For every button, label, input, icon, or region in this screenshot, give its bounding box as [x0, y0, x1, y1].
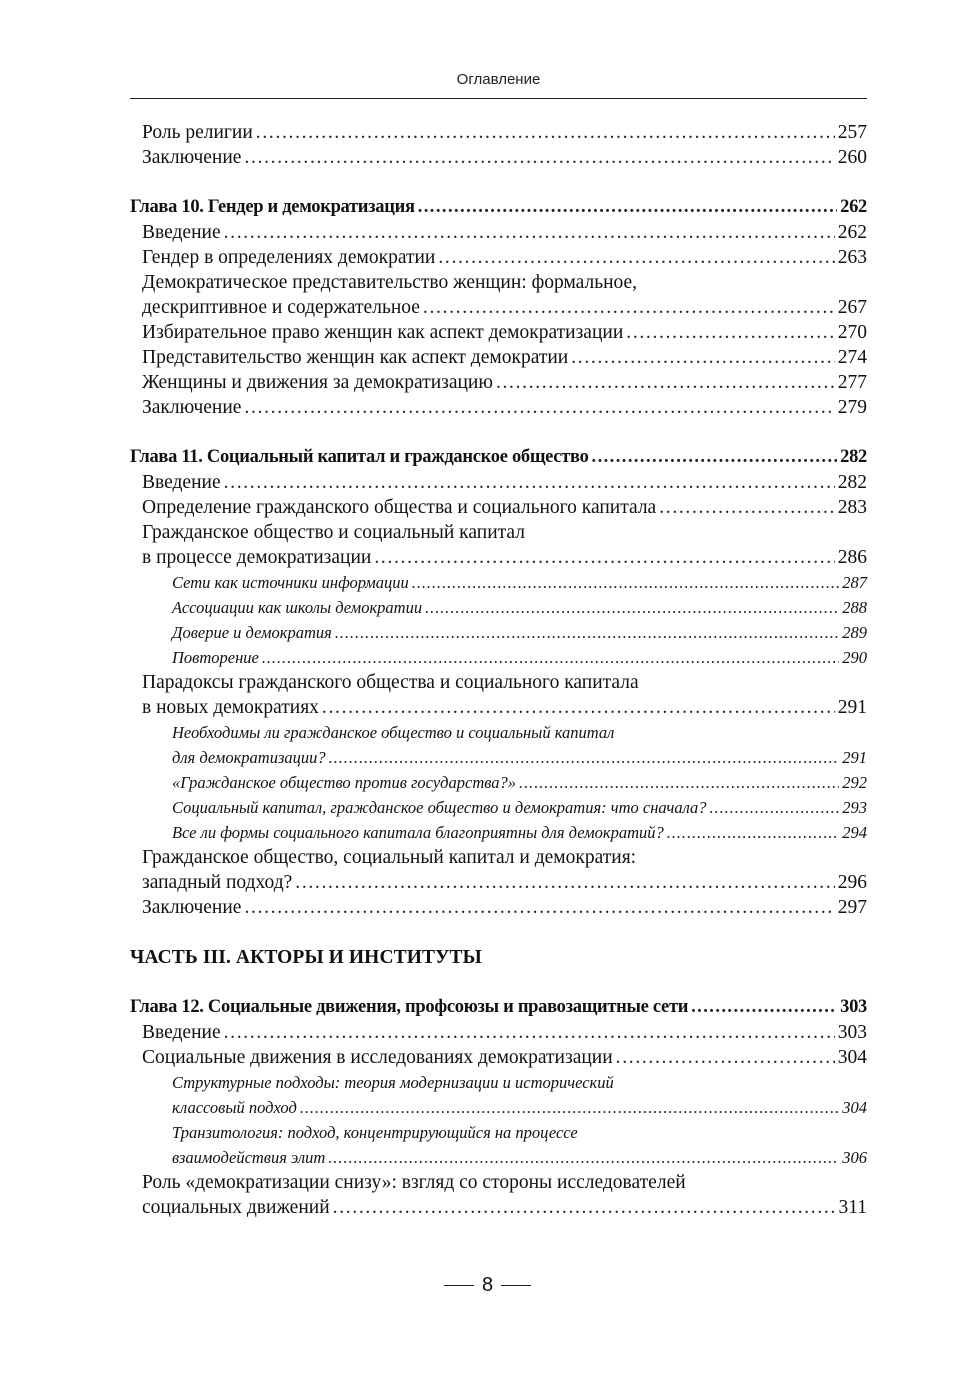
toc-entry-title: Роль религии	[142, 122, 253, 143]
toc-page-number: 260	[837, 147, 867, 168]
toc-entry-title: Глава 11. Социальный капитал и гражданское общество	[130, 447, 589, 467]
toc-entry-title: Избирательное право женщин как аспект демократизации	[142, 322, 624, 343]
toc-leader-dots	[244, 145, 834, 170]
toc-entry-title: Женщины и движения за демократизацию	[142, 372, 493, 393]
toc-page-number: 257	[837, 122, 867, 143]
toc-spacer	[130, 970, 867, 995]
toc-page-number: 311	[838, 1197, 867, 1218]
toc-entry-title: Парадоксы гражданского общества и социального капитала	[142, 672, 639, 693]
toc-entry-title: Глава 10. Гендер и демократизация	[130, 197, 415, 217]
toc-subsection-entry[interactable]	[130, 770, 867, 795]
toc-leader-dots	[438, 245, 834, 270]
toc-page-number: 274	[837, 347, 867, 368]
toc-section-entry[interactable]	[130, 1020, 867, 1045]
toc-chapter-entry[interactable]	[130, 995, 867, 1020]
toc-page-number: 304	[842, 1098, 867, 1117]
toc-page-number: 291	[837, 697, 867, 718]
toc-leader-dots	[709, 795, 839, 820]
toc-spacer	[130, 920, 867, 945]
footer-dash-right	[501, 1285, 531, 1286]
header-rule	[130, 98, 867, 99]
toc-entry-title: Социальные движения в исследованиях демократизации	[142, 1047, 613, 1068]
toc-page-number: 291	[842, 748, 867, 767]
toc-section-entry[interactable]	[130, 1170, 867, 1195]
toc-leader-dots	[224, 470, 835, 495]
toc-leader-dots	[626, 320, 834, 345]
toc-entry-title: социальных движений	[142, 1197, 330, 1218]
toc-page-number: 303	[840, 997, 867, 1017]
toc-page-number: 288	[842, 598, 867, 617]
toc-entry-title: взаимодействия элит	[172, 1148, 326, 1167]
toc-subsection-entry[interactable]	[130, 645, 867, 670]
toc-page-number: 262	[837, 222, 867, 243]
toc-section-entry[interactable]	[130, 370, 867, 395]
toc-section-entry[interactable]	[130, 120, 867, 145]
toc-leader-dots	[616, 1045, 835, 1070]
toc-entry-title: Гражданское общество, социальный капитал и демократия:	[142, 847, 637, 868]
page-number-footer	[0, 1274, 975, 1297]
toc-leader-dots	[519, 770, 839, 795]
toc-entry-title: Сети как источники информации	[172, 573, 409, 592]
toc-chapter-entry[interactable]	[130, 195, 867, 220]
toc-leader-dots	[691, 995, 837, 1020]
toc-leader-dots	[592, 445, 838, 470]
toc-entry-title: классовый подход	[172, 1098, 297, 1117]
toc-section-entry[interactable]	[130, 845, 867, 870]
table-of-contents	[130, 120, 867, 1220]
toc-section-entry[interactable]	[130, 295, 867, 320]
toc-subsection-entry[interactable]	[130, 745, 867, 770]
toc-section-entry[interactable]	[130, 545, 867, 570]
toc-entry-title: Заключение	[142, 397, 242, 418]
toc-leader-dots	[244, 895, 834, 920]
toc-leader-dots	[224, 1020, 835, 1045]
toc-page-number: 263	[837, 247, 867, 268]
toc-leader-dots	[412, 570, 839, 595]
toc-entry-title: Введение	[142, 222, 221, 243]
toc-entry-title: Глава 12. Социальные движения, профсоюзы и правозащитные сети	[130, 997, 689, 1017]
toc-section-entry[interactable]	[130, 695, 867, 720]
toc-entry-title: в новых демократиях	[142, 697, 319, 718]
toc-page-number: 290	[842, 648, 867, 667]
toc-section-entry[interactable]	[130, 345, 867, 370]
toc-subsection-entry[interactable]	[130, 795, 867, 820]
toc-chapter-entry[interactable]	[130, 445, 867, 470]
toc-leader-dots	[300, 1095, 839, 1120]
toc-page-number: 294	[842, 823, 867, 842]
footer-dash-left	[444, 1285, 474, 1286]
toc-entry-title: Заключение	[142, 147, 242, 168]
toc-part-heading: ЧАСТЬ III. АКТОРЫ И ИНСТИТУТЫ	[130, 947, 482, 968]
toc-subsection-entry[interactable]	[130, 570, 867, 595]
toc-leader-dots	[295, 870, 834, 895]
toc-section-entry[interactable]	[130, 495, 867, 520]
toc-entry-title: Гражданское общество и социальный капитал	[142, 522, 525, 543]
toc-entry-title: Заключение	[142, 897, 242, 918]
toc-page-number: 287	[842, 573, 867, 592]
toc-leader-dots	[333, 1195, 836, 1220]
toc-page-number: 297	[837, 897, 867, 918]
toc-entry-title: в процессе демократизации	[142, 547, 372, 568]
toc-leader-dots	[256, 120, 835, 145]
toc-subsection-entry[interactable]	[130, 1120, 867, 1145]
toc-entry-title: Социальный капитал, гражданское общество и демократия: что сначала?	[172, 798, 707, 817]
toc-section-entry[interactable]	[130, 670, 867, 695]
toc-entry-title: Демократическое представительство женщин: формальное,	[142, 272, 638, 293]
toc-page-number: 277	[837, 372, 867, 393]
toc-subsection-entry[interactable]	[130, 620, 867, 645]
toc-entry-title: Ассоциации как школы демократии	[172, 598, 423, 617]
toc-section-entry[interactable]	[130, 220, 867, 245]
toc-entry-title: Необходимы ли гражданское общество и социальный капитал	[172, 723, 615, 742]
toc-leader-dots	[496, 370, 835, 395]
toc-section-entry[interactable]	[130, 1195, 867, 1220]
toc-section-entry[interactable]	[130, 895, 867, 920]
toc-page-number: 270	[837, 322, 867, 343]
toc-entry-title: «Гражданское общество против государства?»	[172, 773, 517, 792]
toc-entry-title: Введение	[142, 1022, 221, 1043]
toc-entry-title: Представительство женщин как аспект демократии	[142, 347, 569, 368]
toc-page-number: 304	[837, 1047, 867, 1068]
toc-entry-title: Гендер в определениях демократии	[142, 247, 436, 268]
toc-page-number: 303	[837, 1022, 867, 1043]
toc-entry-title: Доверие и демократия	[172, 623, 332, 642]
toc-leader-dots	[244, 395, 834, 420]
toc-leader-dots	[262, 645, 839, 670]
toc-subsection-entry[interactable]	[130, 820, 867, 845]
toc-page-number: 262	[840, 197, 867, 217]
toc-page-number: 296	[837, 872, 867, 893]
toc-entry-title: Роль «демократизации снизу»: взгляд со стороны исследователей	[142, 1172, 686, 1193]
toc-leader-dots	[418, 195, 837, 220]
toc-entry-title: Определение гражданского общества и социального капитала	[142, 497, 657, 518]
toc-leader-dots	[374, 545, 834, 570]
toc-section-entry[interactable]	[130, 1045, 867, 1070]
toc-subsection-entry[interactable]	[130, 1070, 867, 1095]
page-number: 8	[481, 1274, 494, 1296]
toc-page-number: 289	[842, 623, 867, 642]
toc-page-number: 267	[837, 297, 867, 318]
toc-entry-title: западный подход?	[142, 872, 293, 893]
toc-subsection-entry[interactable]	[130, 720, 867, 745]
running-header: Оглавление	[456, 71, 541, 88]
toc-section-entry[interactable]	[130, 395, 867, 420]
toc-leader-dots	[659, 495, 835, 520]
toc-section-entry[interactable]	[130, 270, 867, 295]
toc-section-entry[interactable]	[130, 870, 867, 895]
toc-spacer	[130, 420, 867, 445]
toc-page-number: 286	[837, 547, 867, 568]
toc-section-entry[interactable]	[130, 470, 867, 495]
toc-page-number: 279	[837, 397, 867, 418]
toc-leader-dots	[667, 820, 839, 845]
toc-leader-dots	[329, 745, 840, 770]
toc-entry-title: для демократизации?	[172, 748, 326, 767]
toc-leader-dots	[571, 345, 835, 370]
toc-entry-title: Повторение	[172, 648, 259, 667]
toc-entry-title: Введение	[142, 472, 221, 493]
toc-section-entry[interactable]	[130, 320, 867, 345]
toc-section-entry[interactable]	[130, 520, 867, 545]
toc-subsection-entry[interactable]	[130, 1145, 867, 1170]
toc-leader-dots	[425, 595, 839, 620]
toc-page-number: 282	[837, 472, 867, 493]
toc-leader-dots	[423, 295, 835, 320]
toc-section-entry[interactable]	[130, 145, 867, 170]
toc-entry-title: Все ли формы социального капитала благоприятны для демократий?	[172, 823, 664, 842]
toc-subsection-entry[interactable]	[130, 1095, 867, 1120]
toc-leader-dots	[328, 1145, 839, 1170]
toc-leader-dots	[322, 695, 835, 720]
toc-page-number: 293	[842, 798, 867, 817]
toc-entry-title: Структурные подходы: теория модернизации и исторический	[172, 1073, 614, 1092]
toc-subsection-entry[interactable]	[130, 595, 867, 620]
toc-entry-title: Транзитология: подход, концентрирующийся на процессе	[172, 1123, 578, 1142]
toc-leader-dots	[335, 620, 839, 645]
toc-entry-title: дескриптивное и содержательное	[142, 297, 420, 318]
toc-page-number: 282	[840, 447, 867, 467]
toc-spacer	[130, 170, 867, 195]
toc-page-number: 306	[842, 1148, 867, 1167]
toc-section-entry[interactable]	[130, 245, 867, 270]
toc-page-number: 292	[842, 773, 867, 792]
toc-leader-dots	[224, 220, 835, 245]
toc-page-number: 283	[837, 497, 867, 518]
